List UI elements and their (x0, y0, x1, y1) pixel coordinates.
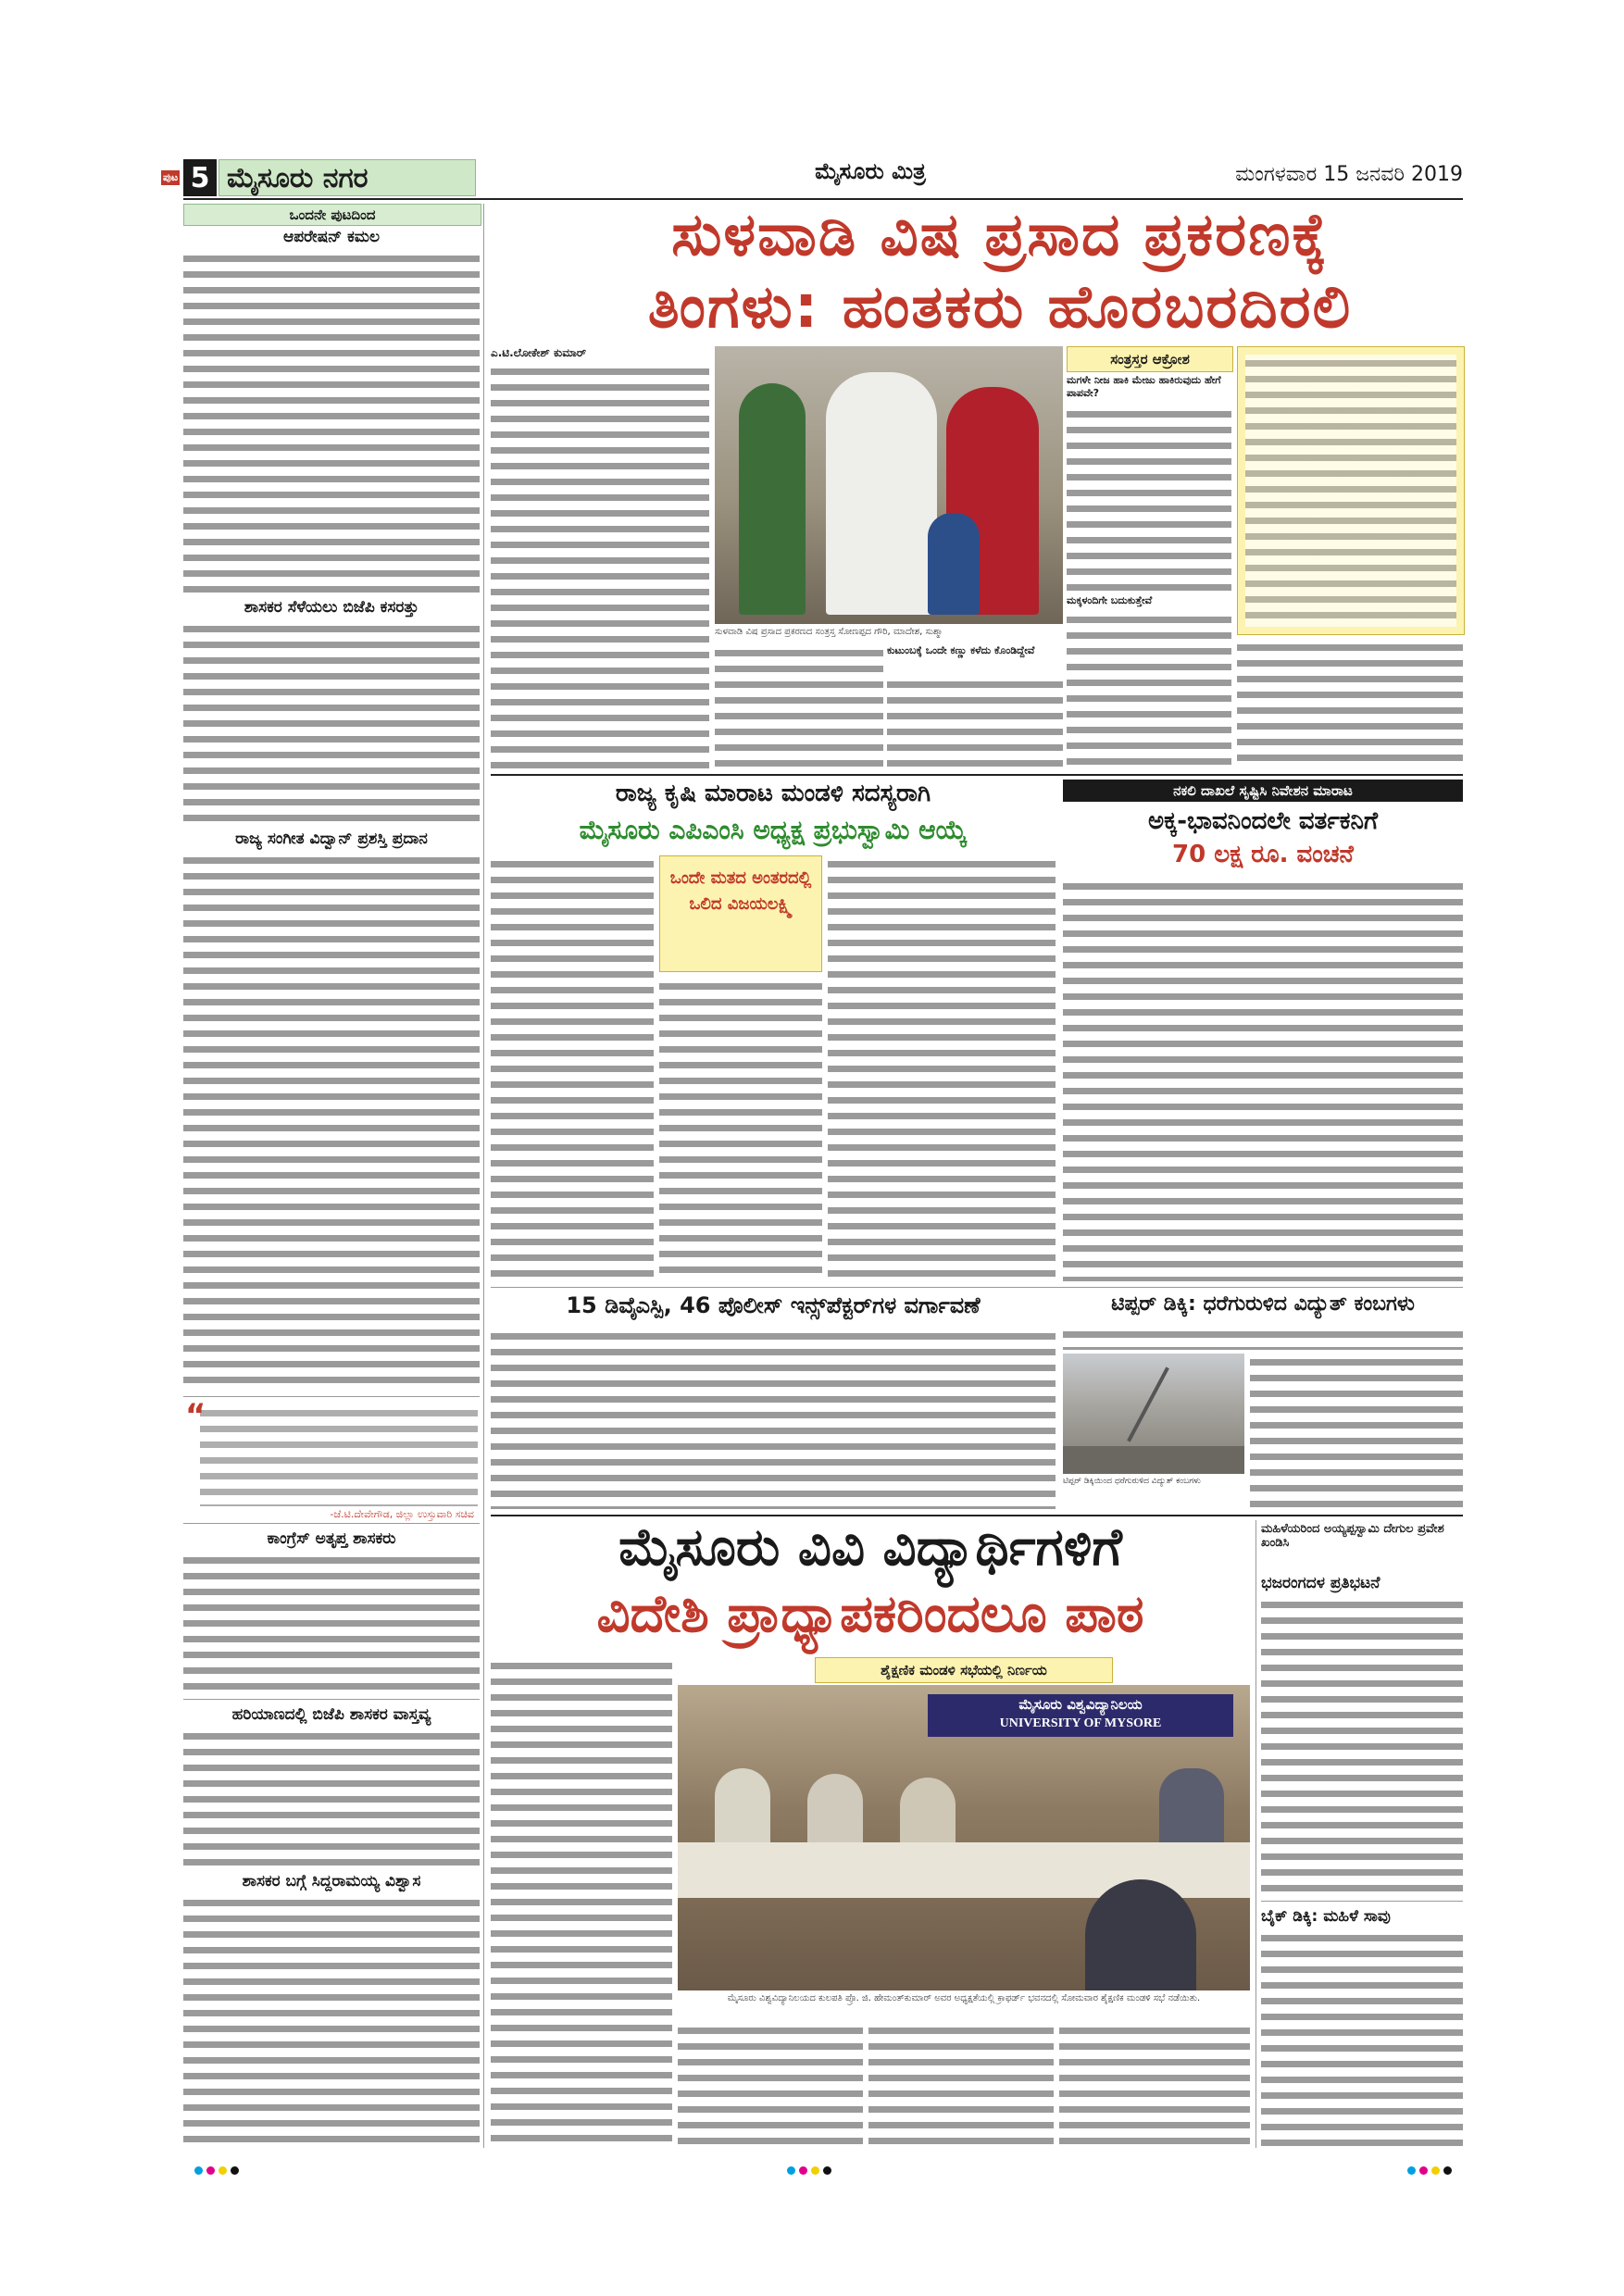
protest-text (1261, 1596, 1463, 1902)
photo-person-1 (715, 1768, 770, 1842)
section-title: ಮೈಸೂರು ನಗರ (219, 159, 476, 196)
page-label: ಪುಟ (163, 171, 179, 183)
road (1063, 1446, 1244, 1474)
quote-mark: “ (185, 1397, 206, 1434)
apmc-headline: ಮೈಸೂರು ಎಪಿಎಂಸಿ ಅಧ್ಯಕ್ಷ ಪ್ರಭುಸ್ವಾಮಿ ಆಯ್ಕೆ (579, 815, 968, 845)
lead-subhead-3: ಮಕ್ಕಳಂದಿಗೇ ಬದುಕುತ್ತೇವೆ (1067, 594, 1153, 606)
university-text-col3 (868, 2022, 1054, 2148)
lead-headline-line2: ತಿಂಗಳು: ಹಂತಕರು ಹೊರಬರದಿರಲಿ (647, 273, 1353, 342)
tipper-photo-caption: ಟಿಪ್ಪರ್ ಡಿಕ್ಕಿಯಿಂದ ಧರೆಗುರುಳಿದ ವಿದ್ಯುತ್ ಕಂಬಗಳು (1063, 1477, 1201, 1486)
child (928, 513, 980, 615)
university-box-label: ಶೈಕ್ಷಣಿಕ ಮಂಡಳಿ ಸಭೆಯಲ್ಲಿ ನಿರ್ಣಯ (815, 1657, 1113, 1683)
apmc-kicker: ರಾಜ್ಯ ಕೃಷಿ ಮಾರಾಟ ಮಂಡಳಿ ಸದಸ್ಯರಾಗಿ (615, 780, 931, 807)
registration-marks-right (1407, 2161, 1455, 2178)
paper-name: ಮೈಸೂರು ಮಿತ್ರ (815, 157, 926, 184)
lead-text-col3 (887, 676, 1063, 768)
lead-text-col5 (1067, 611, 1231, 768)
fallen-pole (1127, 1366, 1169, 1441)
story-text-congress-rebels (183, 1552, 480, 1700)
continued-label: ಒಂದನೇ ಪುಟದಿಂದ (183, 204, 481, 226)
lead-subhead-2: ಕುಟುಂಬಕ್ಕೆ ಒಂದೇ ಕಣ್ಣು ಕಳೆದು ಕೊಂಡಿದ್ದೇವೆ (887, 644, 1035, 656)
story-text-bjp-effort (183, 620, 480, 824)
apmc-text-col2 (659, 978, 822, 1281)
tipper-text (1250, 1354, 1463, 1509)
story-text-music-award (183, 852, 480, 1389)
university-headline-line1: ಮೈಸೂರು ವಿವಿ ವಿದ್ಯಾರ್ಥಿಗಳಿಗೆ (618, 1517, 1122, 1578)
protest-headline: ಭಜರಂಗದಳ ಪ್ರತಿಭಟನೆ (1261, 1574, 1380, 1592)
lead-text-col6 (1237, 639, 1463, 768)
lead-text-col1 (491, 363, 709, 768)
heading-operation-kamala: ಆಪರೇಷನ್ ಕಮಲ (283, 228, 380, 246)
lead-text-col2 (715, 644, 883, 768)
mid-rule (491, 1287, 1463, 1288)
lead-headline-line1: ಸುಳವಾಡಿ ವಿಷ ಪ್ರಸಾದ ಪ್ರಕರಣಕ್ಕೆ (671, 201, 1329, 269)
apmc-text-col3 (828, 855, 1056, 1281)
lead-sidebar-box (1237, 346, 1465, 635)
person-middle (826, 372, 937, 615)
lead-bottom-rule (491, 774, 1463, 776)
magenta-dot (206, 2166, 215, 2175)
cyan-dot (1407, 2166, 1416, 2175)
photo-banner-kannada: ಮೈಸೂರು ವಿಶ್ವವಿದ್ಯಾನಿಲಯ (1018, 1696, 1143, 1713)
lead-subhead-1: ಮಗಳೇ ನೀಜ ಹಾಕಿ ಮೇಜು ಹಾಕಿರುವುದು ಹೇಗೆ ಪಾಪವೇ? (1067, 374, 1221, 399)
transfer-headline: 15 ಡಿವೈಎಸ್ಪಿ, 46 ಪೊಲೀಸ್ ಇನ್ಸ್‌ಪೆಕ್ಟರ್‌ಗಳ ವರ್ಗಾವಣೆ (566, 1292, 981, 1318)
photo-person-front (1085, 1879, 1196, 1990)
photo-banner (928, 1694, 1233, 1737)
protest-kicker: ಮಹಿಳೆಯರಿಂದ ಅಯ್ಯಪ್ಪಸ್ವಾಮಿ ದೇಗುಲ ಪ್ರವೇಶ ಖಂಡಿಸಿ (1261, 1522, 1444, 1550)
lead-photo (715, 346, 1063, 624)
apmc-box: ಒಂದೇ ಮತದ ಅಂತರದಲ್ಲಿ ಒಲಿದ ವಿಜಯಲಕ್ಷ್ಮಿ (659, 855, 822, 972)
lead-sidebar-text (1245, 355, 1456, 627)
lead-photo-caption: ಸುಳವಾಡಿ ವಿಷ ಪ್ರಸಾದ ಪ್ರಕರಣದ ಸಂತ್ರಸ್ತ ಸೋಣಪ್ಪದ ಗೌರಿ, ಮಾದೇಶ, ಸುಶ್ಮಾ (715, 627, 943, 637)
yellow-dot (811, 2166, 819, 2175)
photo-person-4 (1159, 1768, 1224, 1842)
story-text-siddaramaiah (183, 1894, 480, 2148)
victims-anger-label: ಸಂತ್ರಸ್ತರ ಆಕ್ರೋಶ (1067, 346, 1233, 372)
right-column-divider (1255, 1520, 1256, 2148)
magenta-dot (1419, 2166, 1428, 2175)
quote-credit: -ಜೆ.ಟಿ.ದೇವೇಗೌಡ, ಜಿಲ್ಲಾ ಉಸ್ತುವಾರಿ ಸಚಿವ (330, 1508, 474, 1520)
fake-doc-kicker: ನಕಲಿ ದಾಖಲೆ ಸೃಷ್ಟಿಸಿ ನಿವೇಶನ ಮಾರಾಟ (1063, 780, 1463, 802)
tipper-photo (1063, 1354, 1244, 1474)
fake-doc-headline-line1: ಅಕ್ಕ-ಭಾವನಿಂದಲೇ ವರ್ತಕನಿಗೆ (1147, 807, 1379, 835)
cyan-dot (787, 2166, 795, 2175)
page-number: 5 (190, 161, 210, 194)
black-dot (1443, 2166, 1452, 2175)
university-text-col1 (491, 1657, 672, 2148)
column-divider (483, 204, 484, 2148)
tipper-text-top (1063, 1326, 1463, 1350)
lead-byline: ಎ.ಟಿ.ಲೋಕೇಶ್ ಕುಮಾರ್ (491, 346, 587, 359)
masthead-rule (183, 198, 1463, 200)
dateline: ಮಂಗಳವಾರ 15 ಜನವರಿ 2019 (1235, 163, 1463, 186)
quote-box (183, 1396, 480, 1524)
bike-accident-text (1261, 1929, 1463, 2148)
transfer-text (491, 1328, 1056, 1509)
bike-accident-headline: ಬೈಕ್ ಡಿಕ್ಕಿ: ಮಹಿಳೆ ಸಾವು (1261, 1907, 1391, 1926)
apmc-text-col1 (491, 855, 654, 1281)
heading-haryana-stay: ಹರಿಯಾಣದಲ್ಲಿ ಬಿಜೆಪಿ ಶಾಸಕರ ವಾಸ್ತವ್ಯ (231, 1705, 431, 1724)
university-headline-line2: ವಿದೇಶಿ ಪ್ರಾಧ್ಯಾಪಕರಿಂದಲೂ ಪಾಠ (596, 1584, 1144, 1644)
photo-person-3 (900, 1778, 956, 1842)
university-top-rule (491, 1515, 1463, 1516)
fake-doc-text (1063, 878, 1463, 1281)
photo-banner-english: UNIVERSITY OF MYSORE (999, 1716, 1162, 1730)
story-text-haryana-stay (183, 1728, 480, 1866)
page-number-badge (163, 159, 217, 196)
university-text-col4 (1059, 2022, 1250, 2148)
university-photo (678, 1685, 1250, 1990)
university-photo-caption: ಮೈಸೂರು ವಿಶ್ವವಿದ್ಯಾನಿಲಯದ ಕುಲಪತಿ ಪ್ರೊ. ಜಿ. ಹೇಮಂತ್‌ಕುಮಾರ್ ಅವರ ಅಧ್ಯಕ್ಷತೆಯಲ್ಲಿ ಕ್ರಾಫರ್ಡ್ ಭವನದಲ್ಲಿ ಸೋಮವಾರ ಶೈಕ್ಷಣಿಕ ಮಂಡಳಿ ಸಭೆ ನಡೆಯಿತು. (727, 1993, 1201, 2003)
magenta-dot (799, 2166, 807, 2175)
heading-siddaramaiah-confidence: ಶಾಸಕರ ಬಗ್ಗೆ ಸಿದ್ದರಾಮಯ್ಯ ವಿಶ್ವಾಸ (242, 1872, 421, 1890)
university-text-col2 (678, 2022, 863, 2148)
black-dot (231, 2166, 239, 2175)
photo-person-2 (807, 1774, 863, 1842)
heading-congress-rebels: ಕಾಂಗ್ರೆಸ್ ಅತೃಪ್ತ ಶಾಸಕರು (267, 1529, 396, 1548)
yellow-dot (1431, 2166, 1440, 2175)
registration-marks-left (194, 2161, 243, 2178)
lead-text-col4 (1067, 406, 1231, 591)
heading-music-award: ರಾಜ್ಯ ಸಂಗೀತ ವಿದ್ವಾನ್ ಪ್ರಶಸ್ತಿ ಪ್ರದಾನ (235, 830, 428, 848)
heading-bjp-effort: ಶಾಸಕರ ಸೆಳೆಯಲು ಬಿಜೆಪಿ ಕಸರತ್ತು (244, 598, 419, 617)
story-text-operation-kamala (183, 250, 480, 593)
registration-marks-center (787, 2161, 835, 2178)
quote-text (200, 1404, 478, 1506)
yellow-dot (219, 2166, 227, 2175)
black-dot (823, 2166, 831, 2175)
cyan-dot (194, 2166, 203, 2175)
fake-doc-headline-line2: 70 ಲಕ್ಷ ರೂ. ವಂಚನೆ (1172, 841, 1354, 868)
person-left (739, 383, 806, 615)
tipper-headline: ಟಿಪ್ಪರ್ ಡಿಕ್ಕಿ: ಧರೆಗುರುಳಿದ ವಿದ್ಯುತ್ ಕಂಬಗಳು (1111, 1292, 1415, 1316)
